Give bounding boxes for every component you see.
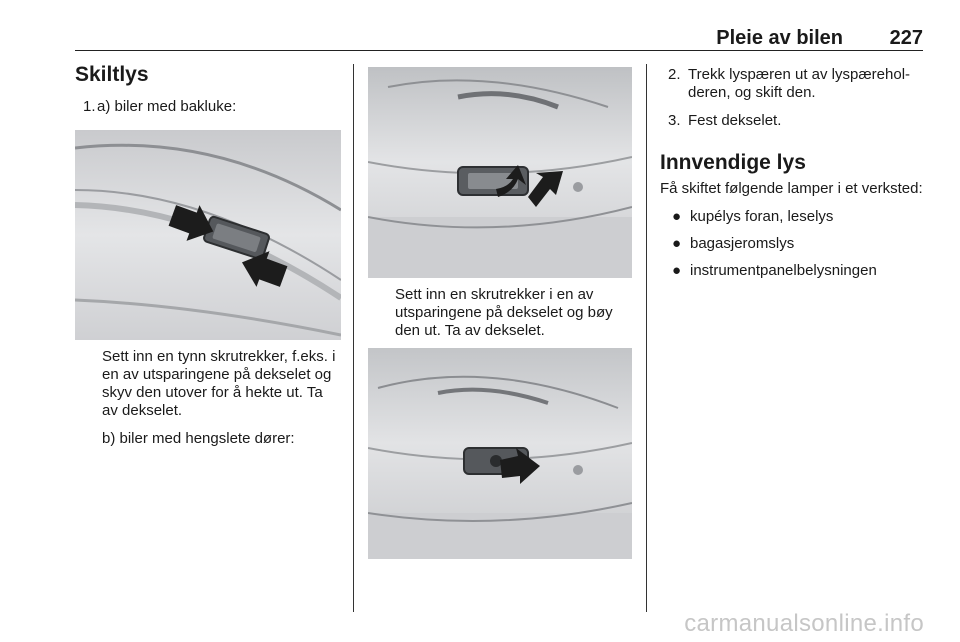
bullet-text: instrumentpanelbelysningen (690, 262, 877, 279)
bullet-text: kupélys foran, leselys (690, 208, 834, 225)
figure-hinged-door-cover (368, 348, 632, 559)
section-title-innvendige-lys: Innvendige lys (660, 151, 806, 174)
bullet-marker: ● (672, 235, 682, 252)
bullet-text: bagasjeromslys (690, 235, 795, 252)
watermark: carmanualsonline.info (684, 610, 924, 637)
column-3 (660, 62, 930, 280)
caption-1: Sett inn en tynn skrutrekker, f.eks. i en av utsparingene på dekselet og skyv den utover for å hekte ut. Ta av dekselet. (102, 348, 336, 419)
step-3-text: Fest dekselet. (688, 112, 782, 129)
bullet-item (660, 262, 930, 280)
step-1-number: 1. (83, 98, 96, 115)
figure-tailgate-cover (75, 130, 341, 340)
column-divider-2 (646, 64, 647, 612)
step-1b-text: b) biler med hengslete dører: (102, 430, 295, 447)
column-divider-1 (353, 64, 354, 612)
page-number: 227 (889, 27, 923, 49)
column-2 (368, 62, 632, 559)
step-2 (660, 66, 930, 102)
header-title: Pleie av bilen (716, 27, 843, 49)
bullet-item (660, 235, 930, 253)
step-2-text: Trekk lyspæren ut av lyspæreholderen, og skift den. (688, 66, 911, 101)
figure-screwdriver-cover (368, 67, 632, 278)
step-1 (75, 98, 341, 116)
intro-text: Få skiftet følgende lamper i et verksted: (660, 180, 923, 197)
column-1 (75, 62, 341, 448)
section-title-skiltlys: Skiltlys (75, 63, 149, 86)
bullet-marker: ● (672, 262, 682, 279)
step-2-number: 2. (668, 66, 681, 83)
caption-2: Sett inn en skrutrekker i en av utsparingene på dekselet og bøy den ut. Ta av dekselet. (395, 286, 613, 339)
page-header (75, 24, 923, 51)
step-1-text: a) biler med bakluke: (97, 98, 237, 115)
step-3 (660, 112, 930, 130)
step-3-number: 3. (668, 112, 681, 129)
bullet-item (660, 208, 930, 226)
bullet-marker: ● (672, 208, 682, 225)
